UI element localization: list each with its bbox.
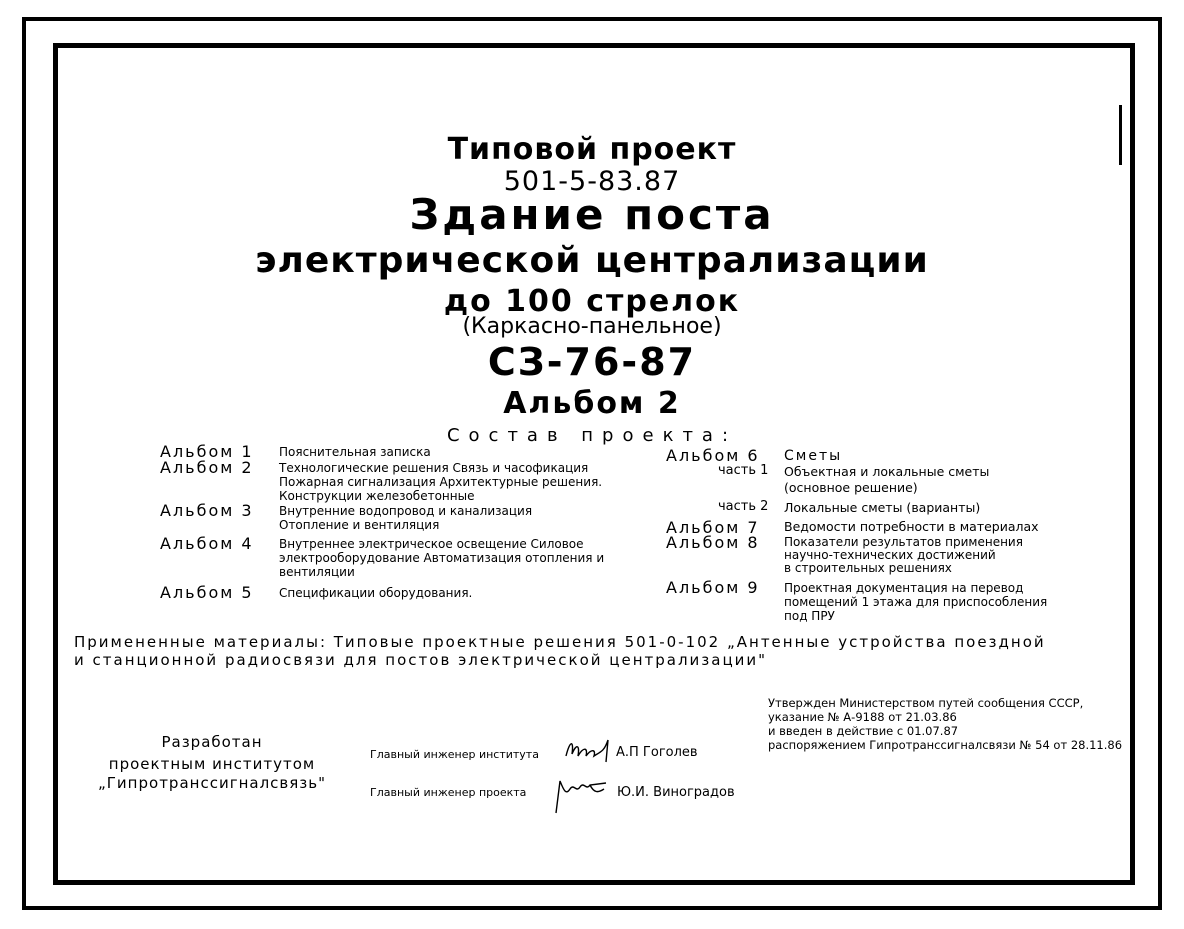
album-number: Альбом 2: [503, 386, 681, 421]
album-4-line-3: вентиляции: [279, 565, 355, 579]
series-code: СЗ-76-87: [487, 340, 697, 384]
album-6-part-1-label: часть 1: [718, 463, 769, 478]
building-subtitle: электрической централизации: [255, 240, 929, 281]
album-4-line-2: электрооборудование Автоматизация отопления и: [279, 551, 605, 565]
capacity-line: до 100 стрелок: [443, 284, 741, 319]
developer-line-1: Разработан: [161, 733, 263, 751]
album-8-line-2: научно-технических достижений: [784, 548, 996, 562]
approval-line-4: распоряжением Гипротранссигналсвязи № 54 от 28.11.86: [768, 738, 1123, 752]
chief-project-name: Ю.И. Виноградов: [617, 785, 735, 800]
building-title: Здание поста: [409, 190, 775, 239]
album-6-title: Сметы: [784, 448, 843, 464]
album-8-label: Альбом 8: [666, 533, 760, 552]
album-2-line-2: Пожарная сигнализация Архитектурные решения.: [279, 475, 603, 489]
album-6-part-1-line-2: (основное решение): [784, 480, 918, 495]
signature-gogolev-icon: [562, 734, 614, 766]
album-5-line-1: Спецификации оборудования.: [279, 586, 473, 600]
developer-line-3: „Гипротранссигналсвязь": [98, 774, 326, 792]
chief-institute-name: А.П Гоголев: [616, 745, 698, 760]
album-7-line-1: Ведомости потребности в материалах: [784, 519, 1039, 534]
album-9-line-3: под ПРУ: [784, 609, 835, 623]
developer-line-2: проектным институтом: [108, 755, 316, 773]
album-3-line-2: Отопление и вентиляция: [279, 518, 440, 532]
album-4-line-1: Внутреннее электрическое освещение Силовое: [279, 537, 584, 551]
approval-line-1: Утвержден Министерством путей сообщения СССР,: [768, 696, 1084, 710]
contents-title: Состав проекта:: [446, 425, 738, 446]
album-1-line-1: Пояснительная записка: [279, 445, 431, 459]
chief-institute-role: Главный инженер института: [370, 748, 539, 761]
album-8-line-3: в строительных решениях: [784, 561, 952, 575]
album-1-label: Альбом 1: [160, 442, 254, 461]
album-9-line-2: помещений 1 этажа для приспособления: [784, 595, 1048, 609]
album-6-part-1-line-1: Объектная и локальные сметы: [784, 464, 990, 479]
album-3-line-1: Внутренние водопровод и канализация: [279, 504, 533, 518]
album-6-part-2-label: часть 2: [718, 499, 769, 514]
album-2-line-1: Технологические решения Связь и часофикация: [279, 461, 589, 475]
album-4-label: Альбом 4: [160, 534, 254, 553]
album-7-label: Альбом 7: [666, 518, 760, 537]
album-6-label: Альбом 6: [666, 446, 760, 465]
materials-line-2: и станционной радиосвязи для постов электрической централизации": [74, 651, 768, 669]
album-2-label: Альбом 2: [160, 458, 254, 477]
album-9-label: Альбом 9: [666, 578, 760, 597]
album-3-label: Альбом 3: [160, 501, 254, 520]
approval-line-3: и введен в действие с 01.07.87: [768, 724, 959, 738]
album-2-line-3: Конструкции железобетонные: [279, 489, 475, 503]
signature-vinogradov-icon: [550, 773, 610, 817]
chief-project-role: Главный инженер проекта: [370, 786, 527, 799]
materials-line-1: Примененные материалы: Типовые проектные решения 501-0-102 „Антенные устройства поездной: [74, 633, 1046, 651]
project-type-title: Типовой проект: [447, 132, 737, 167]
album-6-part-2-line-1: Локальные сметы (варианты): [784, 500, 981, 515]
album-5-label: Альбом 5: [160, 583, 254, 602]
album-8-line-1: Показатели результатов применения: [784, 535, 1023, 549]
construction-type: (Каркасно-панельное): [462, 314, 722, 339]
project-number: 501-5-83.87: [503, 166, 681, 197]
album-9-line-1: Проектная документация на перевод: [784, 581, 1024, 595]
approval-line-2: указание № А-9188 от 21.03.86: [768, 710, 957, 724]
